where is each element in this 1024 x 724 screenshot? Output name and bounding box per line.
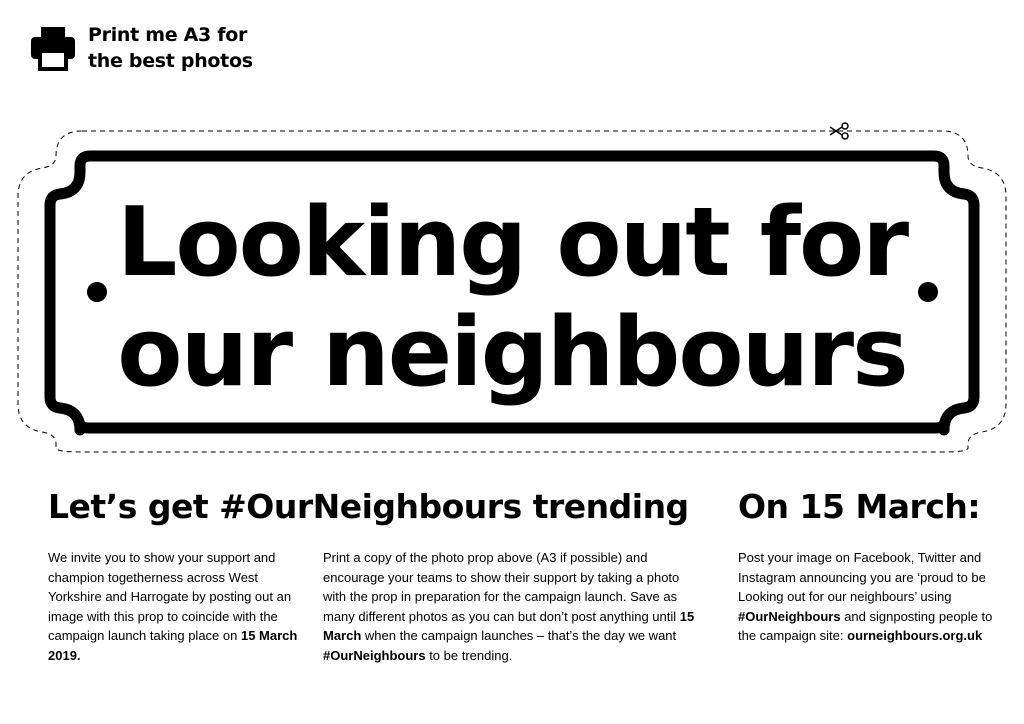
launch-hashtag: #OurNeighbours xyxy=(738,608,841,624)
instructions-hashtag: #OurNeighbours xyxy=(323,647,426,663)
launch-text-2: and signposting people to the campaign site: xyxy=(738,608,993,644)
print-line-1: Print me A3 for xyxy=(88,24,248,46)
instructions-text-2: when the campaign launches – that’s the day we want xyxy=(361,628,677,644)
launch-paragraph xyxy=(738,548,996,646)
trending-heading: Let’s get #OurNeighbours trending xyxy=(48,487,689,526)
instructions-text-3: to be trending. xyxy=(425,647,513,663)
campaign-site-link: ourneighbours.org.uk xyxy=(847,628,983,644)
intro-text: We invite you to show your support and champion togetherness across West Yorkshire and Harrogate by posting out an image with this prop to coincide with the campaign launch taking place on xyxy=(48,550,292,644)
sign-title xyxy=(70,188,954,408)
sign-title-line-2: our neighbours xyxy=(117,298,907,408)
intro-date: 15 March 2019. xyxy=(48,628,298,663)
sign-title-line-1: Looking out for xyxy=(116,188,908,298)
instructions-text-1: Print a copy of the photo prop above (A3 if possible) and encourage your teams to show their support by taking a photo with the prop in preparation for the campaign launch. Save as many different photos as you can but don’t post anything until xyxy=(323,550,680,624)
date-heading: On 15 March: xyxy=(738,487,981,526)
instructions-paragraph xyxy=(323,548,695,666)
instructions-date: 15 March xyxy=(323,608,695,644)
intro-paragraph xyxy=(48,548,310,666)
launch-text-1: Post your image on Facebook, Twitter and Instagram announcing you are ‘proud to be Looking out for our neighbours’ using xyxy=(738,550,986,605)
print-line-2: the best photos xyxy=(88,50,253,72)
